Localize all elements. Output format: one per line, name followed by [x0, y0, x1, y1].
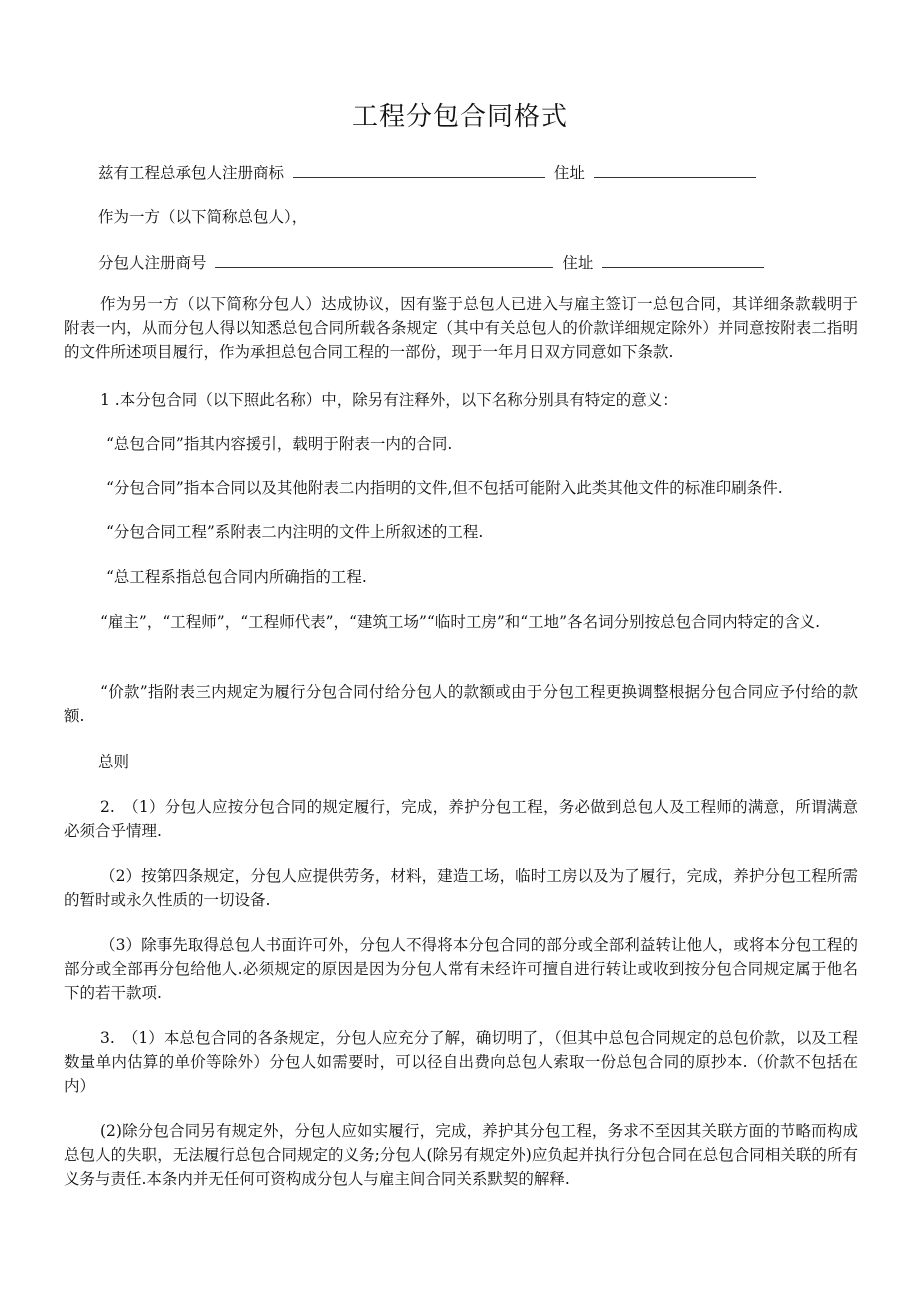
paragraph-clause-1: 1 .本分包合同（以下照此名称）中，除另有注释外，以下名称分别具有特定的意义： — [100, 391, 678, 409]
paragraph-clause-3-1: 3. （1）本总包合同的各条规定，分包人应充分了解，确切明了，（但其中总包合同规定的总包价款，以及工程数量单内估算的单价等除外）分包人如需要时，可以径自出费向总包人索取一份总包合同的原抄本.（价款不包括在内） — [64, 1029, 858, 1095]
paragraph-def-terms: “雇主”，“工程师”，“工程师代表”，“建筑工场”“临时工房”和“工地”各名词分别按总包合同内特定的含义. — [100, 613, 821, 631]
paragraph-def-main-works: “总工程系指总包合同内所确指的工程. — [106, 568, 367, 586]
paragraph-def-subcontract-works: “分包合同工程”系附表二内注明的文件上所叙述的工程. — [106, 523, 484, 541]
subcontractor-address-label: 住址 — [562, 254, 594, 272]
paragraph-clause-2-1: 2. （1）分包人应按分包合同的规定履行，完成，养护分包工程，务必做到总包人及工程师的满意，所谓满意必须合乎情理. — [64, 798, 858, 840]
party-one-line: 作为一方（以下简称总包人）， — [98, 208, 308, 226]
paragraph-def-price: “价款”指附表三内规定为履行分包合同付给分包人的款额或由于分包工程更换调整根据分包合同应予付给的款额. — [64, 683, 858, 725]
section-heading-general: 总则 — [98, 753, 130, 771]
paragraph-clause-2-2: （2）按第四条规定，分包人应提供劳务，材料，建造工场，临时工房以及为了履行，完成，养护分包工程所需的暂时或永久性质的一切设备. — [64, 867, 858, 909]
document-title: 工程分包合同格式 — [351, 102, 568, 132]
subcontractor-line — [98, 253, 768, 273]
subcontractor-address-blank[interactable] — [602, 253, 764, 268]
subcontractor-label: 分包人注册商号 — [98, 254, 207, 272]
contractor-line — [98, 163, 760, 183]
paragraph-clause-3-2: (2)除分包合同另有规定外，分包人应如实履行，完成，养护其分包工程，务求不至因其关联方面的节略而构成总包人的失职，无法履行总包合同规定的义务;分包人(除另有规定外)应负起并执行分包合同在总包合同相关联的所有义务与责任.本条内并无任何可资构成分包人与雇主间合同关系默契的解释. — [64, 1122, 858, 1188]
subcontractor-name-blank[interactable] — [215, 253, 553, 268]
paragraph-def-subcontract: “分包合同”指本合同以及其他附表二内指明的文件,但不包括可能附入此类其他文件的标准印刷条件. — [106, 479, 783, 497]
contractor-address-blank[interactable] — [594, 163, 756, 178]
contractor-label: 兹有工程总承包人注册商标 — [98, 164, 285, 182]
paragraph-clause-2-3: （3）除事先取得总包人书面许可外，分包人不得将本分包合同的部分或全部利益转让他人，或将本分包工程的部分或全部再分包给他人.必须规定的原因是因为分包人常有未经许可擅自进行转让或收到按分包合同规定属于他名下的若干款项. — [64, 936, 858, 1002]
contractor-trademark-blank[interactable] — [293, 163, 545, 178]
paragraph-def-main-contract: “总包合同”指其内容援引，载明于附表一内的合同. — [106, 435, 453, 453]
contractor-address-label: 住址 — [553, 164, 585, 182]
paragraph-intro: 作为另一方（以下简称分包人）达成协议，因有鉴于总包人已进入与雇主签订一总包合同，其详细条款载明于附表一内，从而分包人得以知悉总包合同所载各条规定（其中有关总包人的价款详细规定除外）并同意按附表二指明的文件所述项目履行，作为承担总包合同工程的一部份，现于一年月日双方同意如下条款. — [64, 295, 858, 361]
